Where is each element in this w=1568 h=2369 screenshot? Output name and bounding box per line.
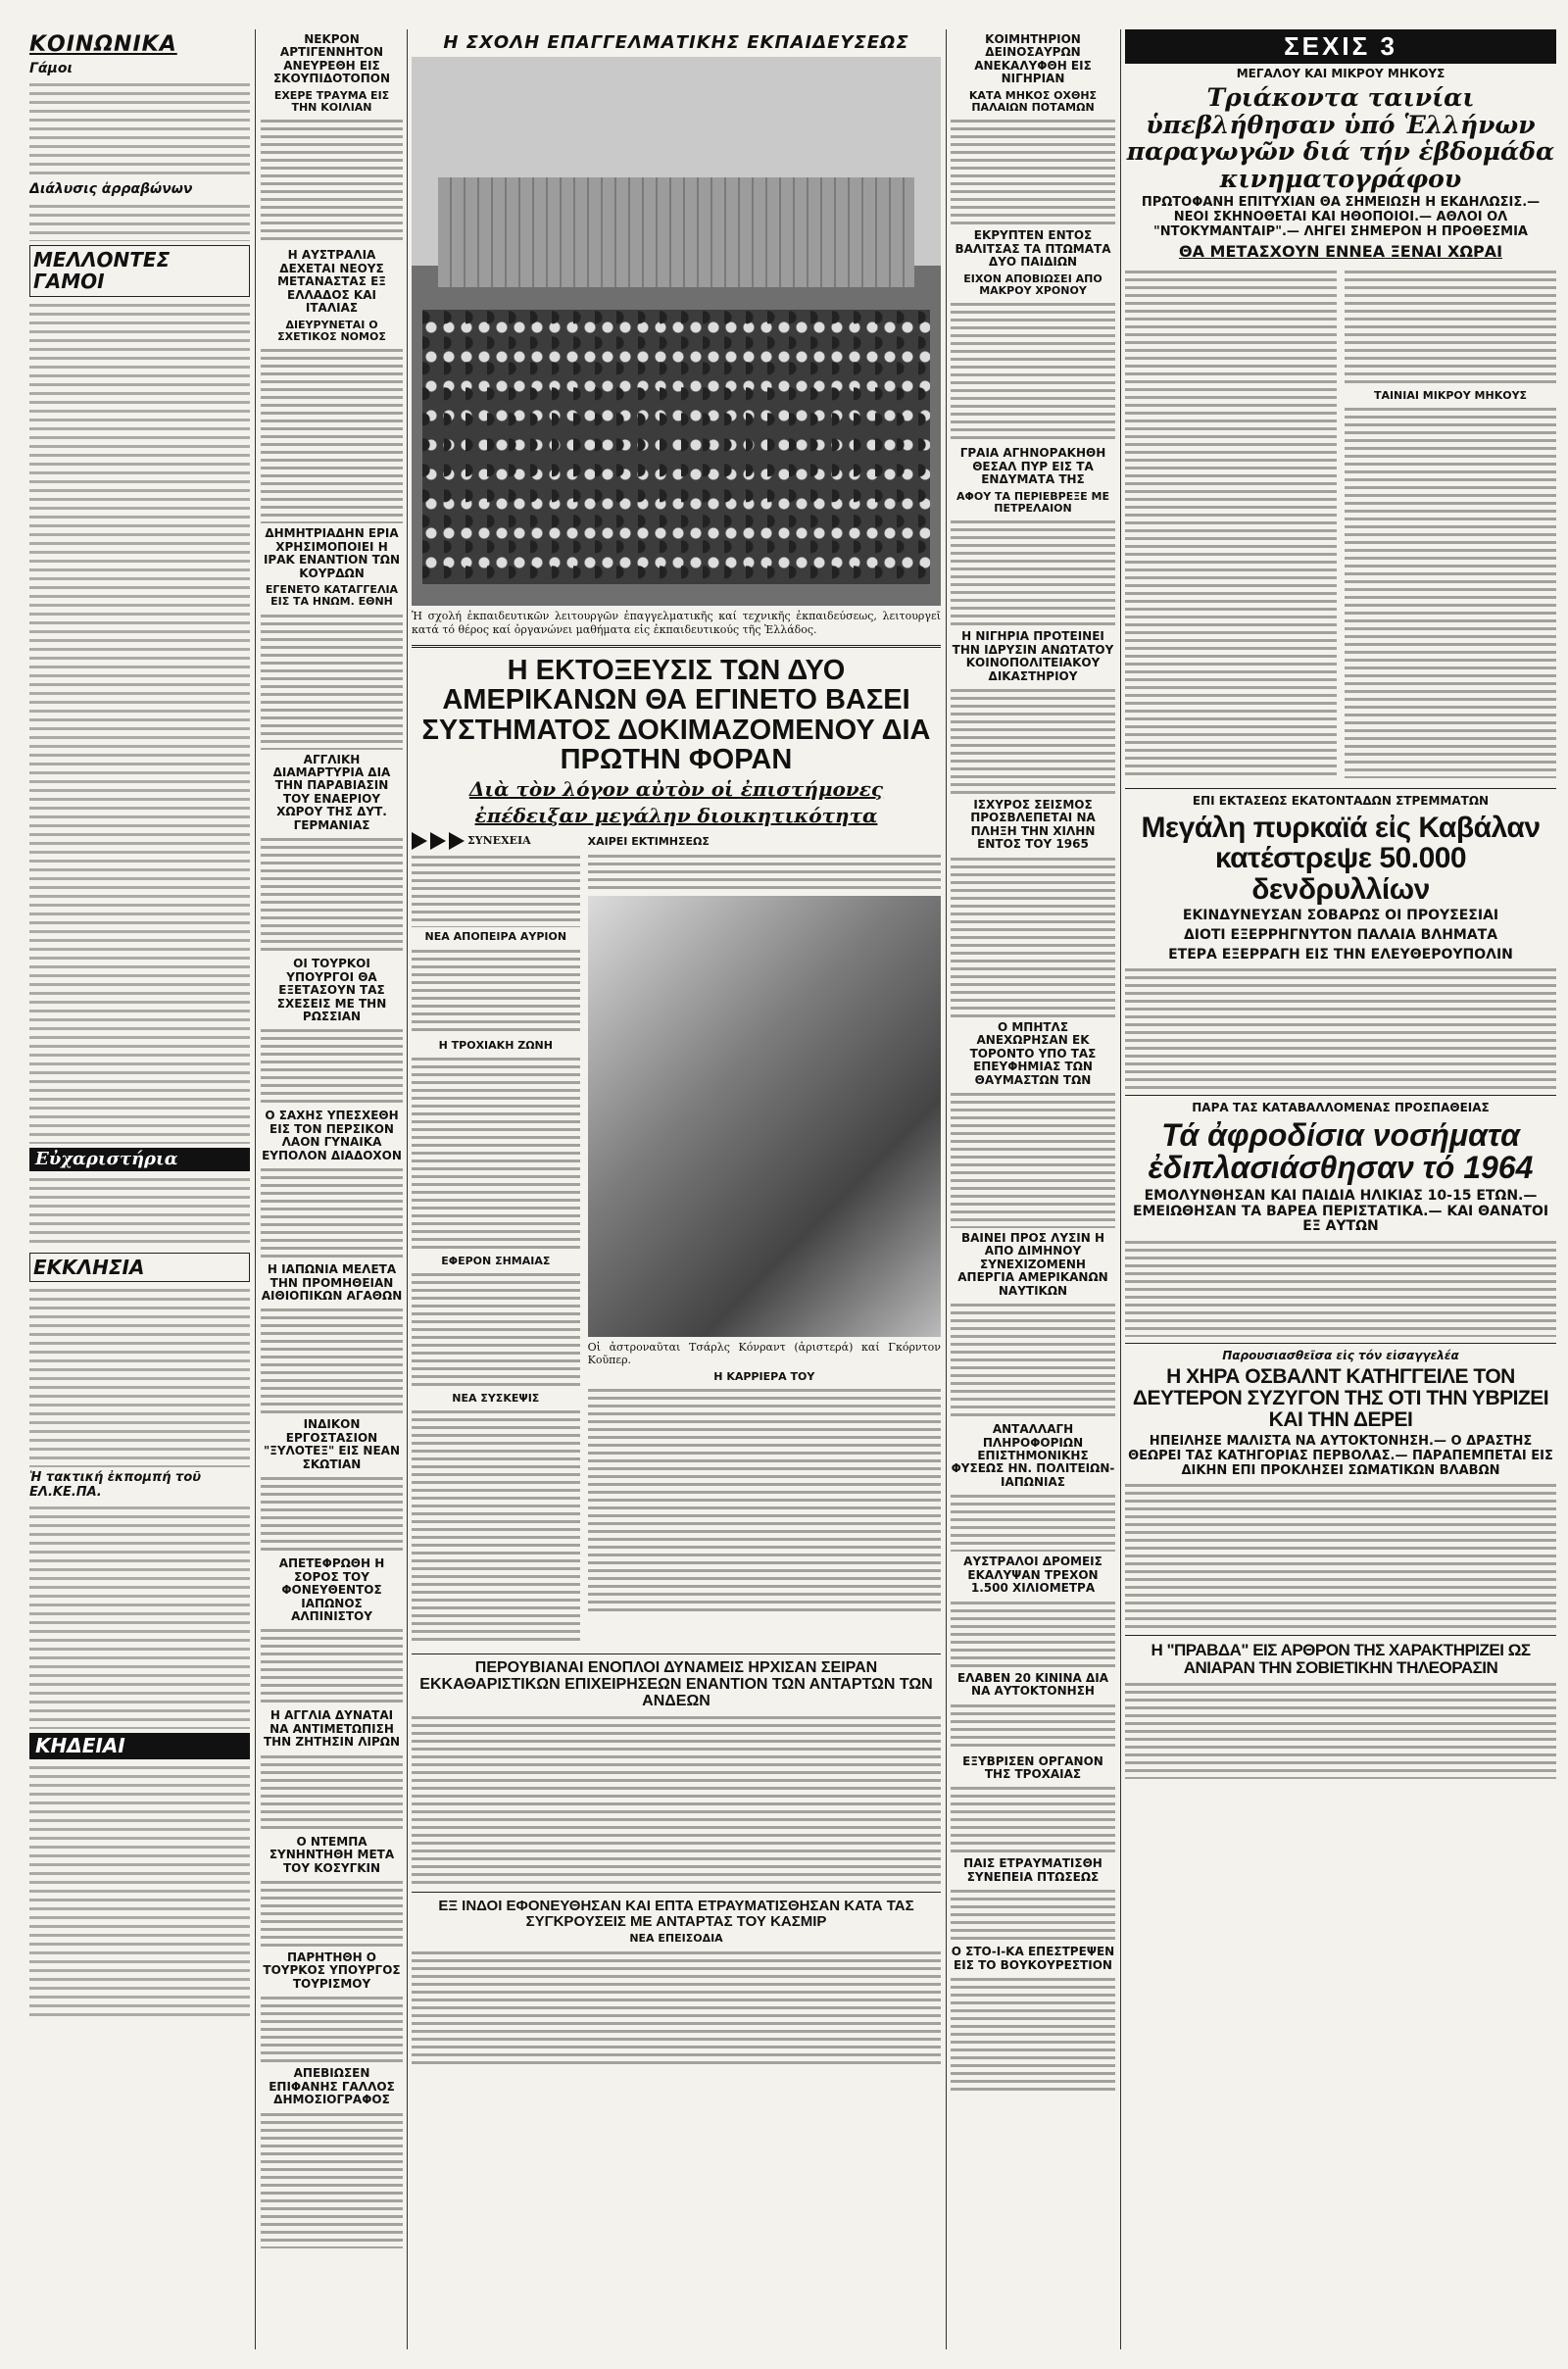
article-body — [1125, 966, 1556, 1089]
kicker: ΕΠΙ ΕΚΤΑΣΕΩΣ ΕΚΑΤΟΝΤΑΔΩΝ ΣΤΡΕΜΜΑΤΩΝ — [1192, 794, 1490, 809]
article-body — [951, 1091, 1115, 1228]
subheadline: ΕΙΧΟΝ ΑΠΟΒΙΩΣΕΙ ΑΠΟ ΜΑΚΡΟΥ ΧΡΟΝΟΥ — [963, 271, 1102, 297]
article-body — [261, 118, 403, 245]
subheadline: ΘΑ ΜΕΤΑΣΧΟΥΝ ΕΝΝΕΑ ΞΕΝΑΙ ΧΩΡΑΙ — [1178, 242, 1503, 262]
headline: ΓΡΑΙΑ ΑΓΗΝΟΡΑΚΗΘΗ ΘΕΣΑΛ ΠΥΡ ΕΙΣ ΤΑ ΕΝΔΥΜΑΤΑ ΤΗΣ — [959, 446, 1106, 487]
section-subhead: ΤΑΙΝΙΑΙ ΜΙΚΡΟΥ ΜΗΚΟΥΣ — [1373, 388, 1528, 402]
column-rule — [1120, 29, 1121, 2349]
section-masthead: ΣΕΧΙΣ 3 — [1125, 29, 1556, 64]
subheadline: ΑΦΟΥ ΤΑ ΠΕΡΙΕΒΡΕΞΕ ΜΕ ΠΕΤΡΕΛΑΙΟΝ — [956, 489, 1109, 515]
article-body — [412, 1271, 580, 1389]
article-body — [951, 1493, 1115, 1552]
article-body — [29, 1175, 250, 1249]
article-body — [1345, 406, 1556, 778]
article-body — [951, 856, 1115, 1017]
section-subhead: ΝΕΑ ΑΠΟΠΕΙΡΑ ΑΥΡΙΟΝ — [424, 930, 567, 944]
article-body — [951, 1976, 1115, 2094]
headline-films: Τριάκοντα ταινίαι ὑπεβλήθησαν ὑπό Ἑλλήνων παραγωγῶν διά τήν ἑβδομάδα κινηματογράφου — [1126, 83, 1555, 193]
section-title-social: ΚΟΙΝΩΝΙΚΑ — [29, 32, 177, 57]
article-body — [29, 301, 250, 1144]
headline: Η ΙΑΠΩΝΙΑ ΜΕΛΕΤΑ ΤΗΝ ΠΡΟΜΗΘΕΙΑΝ ΑΙΘΙΟΠΙΚΩΝ ΑΓΑΘΩΝ — [261, 1262, 403, 1303]
article-body — [261, 1995, 403, 2063]
section-subhead: ΧΑΙΡΕΙ ΕΚΤΙΜΗΣΕΩΣ — [587, 835, 710, 849]
headline: Ο ΜΠΗΤΛΣ ΑΝΕΧΩΡΗΣΑΝ ΕΚ ΤΟΡΟΝΤΟ ΥΠΟ ΤΑΣ ΕΠΕΥΦΗΜΙΑΣ ΤΩΝ ΘΑΥΜΑΣΤΩΝ ΤΩΝ — [969, 1019, 1097, 1087]
article-body — [412, 1714, 941, 1886]
subheadline: ΔΙΟΤΙ ΕΞΕΡΡΗΓΝΥΤΟΝ ΠΑΛΑΙΑ ΒΛΗΜΑΤΑ — [1183, 926, 1498, 943]
headline: ΑΠΕΤΕΦΡΩΘΗ Η ΣΟΡΟΣ ΤΟΥ ΦΟΝΕΥΘΕΝΤΟΣ ΙΑΠΩΝΟΣ ΑΛΠΙΝΙΣΤΟΥ — [278, 1556, 385, 1623]
kicker: Παρουσιασθεῖσα εἰς τόν εἰσαγγελέα — [1222, 1348, 1459, 1362]
subheadline: ΔΙΕΥΡΥΝΕΤΑΙ Ο ΣΧΕΤΙΚΟΣ ΝΟΜΟΣ — [277, 318, 386, 343]
headline: ΟΙ ΤΟΥΡΚΟΙ ΥΠΟΥΡΓΟΙ ΘΑ ΕΞΕΤΑΣΟΥΝ ΤΑΣ ΣΧΕΣΕΙΣ ΜΕ ΤΗΝ ΡΩΣΣΙΑΝ — [276, 957, 387, 1023]
photo-school-group — [412, 57, 941, 606]
section-title-funerals: ΚΗΔΕΙΑΙ — [29, 1733, 250, 1758]
subheadline: ΕΚΙΝΔΥΝΕΥΣΑΝ ΣΟΒΑΡΩΣ ΟΙ ΠΡΟΥΣΕΣΙΑΙ — [1182, 908, 1499, 924]
headline: ΑΥΣΤΡΑΛΟΙ ΔΡΟΜΕΙΣ ΕΚΑΛΥΨΑΝ ΤΡΕΧΟΝ 1.500 ΧΙΛΙΟΜΕΤΡΑ — [963, 1555, 1102, 1596]
article-body — [412, 1056, 580, 1252]
article-body — [29, 202, 250, 241]
article-body — [29, 1504, 250, 1729]
section-title-church: ΕΚΚΛΗΣΙΑ — [29, 1253, 250, 1282]
article-body — [951, 1888, 1115, 1942]
photo-title: Η ΣΧΟΛΗ ΕΠΑΓΓΕΛΜΑΤΙΚΗΣ ΕΚΠΑΙΔΕΥΣΕΩΣ — [443, 32, 909, 53]
article-body — [951, 1703, 1115, 1752]
article-body — [1345, 269, 1556, 386]
headline-peru: ΠΕΡΟΥΒΙΑΝΑΙ ΕΝΟΠΛΟΙ ΔΥΝΑΜΕΙΣ ΗΡΧΙΣΑΝ ΣΕΙΡΑΝ ΕΚΚΑΘΑΡΙΣΤΙΚΩΝ ΕΠΙΧΕΙΡΗΣΕΩΝ ΕΝΑΝΤΙΟΝ ΤΩΝ ΑΝΤΑΡΤΩΝ ΤΩΝ ΑΝΔΕΩΝ — [419, 1659, 933, 1710]
masthead-subtitle: ΜΕΓΑΛΟΥ ΚΑΙ ΜΙΚΡΟΥ ΜΗΚΟΥΣ — [1236, 67, 1446, 80]
photo-caption: Οἱ ἀστροναῦται Τσάρλς Κόνραντ (ἀριστερά) καί Γκόρντον Κοῦπερ. — [587, 1340, 941, 1367]
article-body — [261, 1879, 403, 1948]
article-body — [1125, 1482, 1556, 1629]
column-center — [412, 29, 941, 2349]
headline: ΒΑΙΝΕΙ ΠΡΟΣ ΛΥΣΙΝ Η ΑΠΟ ΔΙΜΗΝΟΥ ΣΥΝΕΧΙΖΟΜΕΝΗ ΑΠΕΡΓΙΑ ΑΜΕΡΙΚΑΝΩΝ ΝΑΥΤΙΚΩΝ — [957, 1230, 1108, 1298]
headline: ΠΑΡΗΤΗΘΗ Ο ΤΟΥΡΚΟΣ ΥΠΟΥΡΓΟΣ ΤΟΥΡΙΣΜΟΥ — [263, 1950, 401, 1991]
headline: ΑΓΓΛΙΚΗ ΔΙΑΜΑΡΤΥΡΙΑ ΔΙΑ ΤΗΝ ΠΑΡΑΒΙΑΣΙΝ ΤΟΥ ΕΝΑΕΡΙΟΥ ΧΩΡΟΥ ΤΗΣ ΔΥΤ. ΓΕΡΜΑΝΙΑΣ — [272, 752, 391, 832]
column-briefs — [261, 29, 403, 2349]
photo-astronauts — [588, 896, 941, 1337]
subheadline: ΗΠΕΙΛΗΣΕ ΜΑΛΙΣΤΑ ΝΑ ΑΥΤΟΚΤΟΝΗΣΗ.— Ο ΔΡΑΣΤΗΣ ΘΕΩΡΕΙ ΤΑΣ ΚΑΤΗΓΟΡΙΑΣ ΠΕΡΒΟΛΑΣ.— ΠΑΡΑΠΕΜΠΕΤΑΙ ΕΙΣ ΔΙΚΗΝ ΕΠΙ ΠΡΟΚΛΗΣΕΙ ΣΩΜΑΤΙΚΩΝ ΒΛΑΒΩΝ — [1128, 1434, 1553, 1478]
section-subhead: Η ΚΑΡΡΙΕΡΑ ΤΟΥ — [713, 1370, 815, 1383]
subheadline: ΚΑΤΑ ΜΗΚΟΣ ΟΧΘΗΣ ΠΑΛΑΙΩΝ ΠΟΤΑΜΩΝ — [968, 88, 1098, 115]
article-body — [261, 1166, 403, 1259]
article-body — [261, 1753, 403, 1832]
headline: Ο ΝΤΕΜΠΑ ΣΥΝΗΝΤΗΘΗ ΜΕΤΑ ΤΟΥ ΚΟΣΥΓΚΙΝ — [269, 1834, 395, 1875]
article-body — [588, 853, 941, 892]
article-body — [951, 687, 1115, 795]
article-body — [412, 1949, 941, 2067]
article-body — [1125, 1239, 1556, 1337]
article-body — [29, 80, 250, 178]
headline: Ο ΣΑΧΗΣ ΥΠΕΣΧΕΘΗ ΕΙΣ ΤΟΝ ΠΕΡΣΙΚΟΝ ΛΑΟΝ ΓΥΝΑΙΚΑ ΕΥΠΟΛΟΝ ΔΙΑΔΟΧΟΝ — [262, 1109, 402, 1162]
photo-caption: Ἡ σχολή ἐκπαιδευτικῶν λειτουργῶν ἐπαγγελματικῆς καί τεχνικῆς ἐκπαιδεύσεως, λειτουργεῖ κατά τό θέρος καί ὀργανώνει μαθήματα εἰς ἐκπαιδευτικούς τῆς Ἑλλάδος. — [412, 610, 941, 636]
subheadline: ΕΓΕΝΕΤΟ ΚΑΤΑΓΓΕΛΙΑ ΕΙΣ ΤΑ ΗΝΩΜ. ΕΘΝΗ — [265, 582, 399, 609]
headline-kashmir: ΕΞ ΙΝΔΟΙ ΕΦΟΝΕΥΘΗΣΑΝ ΚΑΙ ΕΠΤΑ ΕΤΡΑΥΜΑΤΙΣΘΗΣΑΝ ΚΑΤΑ ΤΑΣ ΣΥΓΚΡΟΥΣΕΙΣ ΜΕ ΑΝΤΑΡΤΑΣ ΤΟΥ ΚΑΣΜΙΡ — [438, 1897, 914, 1930]
article-body — [1125, 1681, 1556, 1779]
headline: Η ΑΥΣΤΡΑΛΙΑ ΔΕΧΕΤΑΙ ΝΕΟΥΣ ΜΕΤΑΝΑΣΤΑΣ ΕΞ ΕΛΛΑΔΟΣ ΚΑΙ ΙΤΑΛΙΑΣ — [277, 248, 386, 316]
lead-marker: ΣΥΝΕΧΕΙΑ — [412, 832, 580, 850]
subheadline: ΕΜΟΛΥΝΘΗΣΑΝ ΚΑΙ ΠΑΙΔΙΑ ΗΛΙΚΙΑΣ 10-15 ΕΤΩΝ.— ΕΜΕΙΩΘΗΣΑΝ ΤΑ ΒΑΡΕΑ ΠΕΡΙΣΤΑΤΙΚΑ.— ΚΑΙ ΘΑΝΑΤΟΙ ΕΞ ΑΥΤΩΝ — [1132, 1187, 1549, 1235]
headline: ΕΞΥΒΡΙΣΕΝ ΟΡΓΑΝΟΝ ΤΗΣ ΤΡΟΧΑΙΑΣ — [962, 1753, 1103, 1781]
headline: ΑΠΕΒΙΩΣΕΝ ΕΠΙΦΑΝΗΣ ΓΑΛΛΟΣ ΔΗΜΟΣΙΟΓΡΑΦΟΣ — [269, 2066, 395, 2107]
article-body — [412, 854, 580, 927]
headline: ΑΝΤΑΛΛΑΓΗ ΠΛΗΡΟΦΟΡΙΩΝ ΕΠΙΣΤΗΜΟΝΙΚΗΣ ΦΥΣΕΩΣ ΗΝ. ΠΟΛΙΤΕΙΩΝ-ΙΑΠΩΝΙΑΣ — [951, 1422, 1115, 1489]
headline: ΙΣΧΥΡΟΣ ΣΕΙΣΜΟΣ ΠΡΟΣΒΛΕΠΕΤΑΙ ΝΑ ΠΛΗΞΗ ΤΗΝ ΧΙΛΗΝ ΕΝΤΟΣ ΤΟΥ 1965 — [970, 798, 1096, 852]
section-subhead: ΝΕΑ ΕΠΕΙΣΟΔΙΑ — [629, 1932, 723, 1946]
subhead-broadcast: Ἡ τακτική ἐκπομπή τοῦ ΕΛ.ΚΕ.ΠΑ. — [29, 1470, 202, 1500]
article-body — [951, 1302, 1115, 1419]
article-body — [261, 2111, 403, 2248]
column-social — [29, 29, 250, 2349]
headline: ΔΗΜΗΤΡΙΑΔΗΝ ΕΡΙΑ ΧΡΗΣΙΜΟΠΟΙΕΙ Η ΙΡΑΚ ΕΝΑΝΤΙΟΝ ΤΩΝ ΚΟΥΡΔΩΝ — [263, 526, 401, 580]
headline-fire: Μεγάλη πυρκαϊά εἰς Καβάλαν κατέστρεψε 50.000 δενδρυλλίων — [1141, 811, 1541, 906]
article-body — [261, 347, 403, 523]
headline: ΕΛΑΒΕΝ 20 ΚΙΝΙΝΑ ΔΙΑ ΝΑ ΑΥΤΟΚΤΟΝΗΣΗ — [956, 1670, 1109, 1699]
column-cinema — [1125, 29, 1556, 2349]
headline: ΝΕΚΡΟΝ ΑΡΤΙΓΕΝΝΗΤΟΝ ΑΝΕΥΡΕΘΗ ΕΙΣ ΣΚΟΥΠΙΔΟΤΟΠΟΝ — [272, 32, 391, 86]
article-body — [29, 1763, 250, 2018]
headline: ΠΑΙΣ ΕΤΡΑΥΜΑΤΙΣΘΗ ΣΥΝΕΠΕΙΑ ΠΤΩΣΕΩΣ — [963, 1856, 1102, 1884]
article-body — [588, 1387, 941, 1612]
kicker: ΠΑΡΑ ΤΑΣ ΚΑΤΑΒΑΛΛΟΜΕΝΑΣ ΠΡΟΣΠΑΘΕΙΑΣ — [1192, 1101, 1490, 1115]
subhead-weddings: Γάμοι — [29, 60, 73, 76]
headline: Η ΝΙΓΗΡΙΑ ΠΡΟΤΕΙΝΕΙ ΤΗΝ ΙΔΡΥΣΙΝ ΑΝΩΤΑΤΟΥ ΚΟΙΝΟΠΟΛΙΤΕΙΑΚΟΥ ΔΙΚΑΣΤΗΡΙΟΥ — [952, 629, 1114, 683]
subheadline: ΠΡΩΤΟΦΑΝΗ ΕΠΙΤΥΧΙΑΝ ΘΑ ΣΗΜΕΙΩΣΗ Η ΕΚΔΗΛΩΣΙΣ.— ΝΕΟΙ ΣΚΗΝΟΘΕΤΑΙ ΚΑΙ ΗΘΟΠΟΙΟΙ.— ΑΘΛΟΙ ΟΛ "ΝΤΟΚΥΜΑΝΤΑΙΡ".— ΛΗΓΕΙ ΣΗΜΕΡΟΝ Η ΠΡΟΘΕΣΜΙΑ — [1141, 195, 1541, 239]
section-subhead: ΕΦΕΡΟΝ ΣΗΜΑΙΑΣ — [441, 1254, 551, 1267]
column-briefs-2 — [951, 29, 1115, 2349]
headline: Η ΑΓΓΛΙΑ ΔΥΝΑΤΑΙ ΝΑ ΑΝΤΙΜΕΤΩΠΙΣΗ ΤΗΝ ΖΗΤΗΣΙΝ ΛΙΡΩΝ — [263, 1708, 401, 1750]
headline-widow: Η ΧΗΡΑ ΟΣΒΑΛΝΤ ΚΑΤΗΓΓΕΙΛΕ ΤΟΝ ΔΕΥΤΕΡΟΝ ΣΥΖΥΓΟΝ ΤΗΣ ΟΤΙ ΤΗΝ ΥΒΡΙΖΕΙ ΚΑΙ ΤΗΝ ΔΕΡΕΙ — [1132, 1365, 1549, 1432]
article-body — [951, 118, 1115, 225]
article-body — [951, 518, 1115, 626]
article-body — [1125, 269, 1337, 778]
headline-venereal: Τά ἀφροδίσια νοσήματα ἐδιπλασιάσθησαν τό 1964 — [1148, 1116, 1534, 1186]
headline: ΕΚΡΥΠΤΕΝ ΕΝΤΟΣ ΒΑΛΙΤΣΑΣ ΤΑ ΠΤΩΜΑΤΑ ΔΥΟ ΠΑΙΔΙΩΝ — [955, 228, 1111, 270]
main-headline: Η ΕΚΤΟΞΕΥΣΙΣ ΤΩΝ ΔΥΟ ΑΜΕΡΙΚΑΝΩΝ ΘΑ ΕΓΙΝΕΤΟ ΒΑΣΕΙ ΣΥΣΤΗΜΑΤΟΣ ΔΟΚΙΜΑΖΟΜΕΝΟΥ ΔΙΑ ΠΡΩΤΗΝ ΦΟΡΑΝ — [421, 654, 931, 775]
article-body — [29, 1286, 250, 1467]
article-body — [412, 1408, 580, 1644]
headline-pravda: Η "ΠΡΑΒΔΑ" ΕΙΣ ΑΡΘΡΟΝ ΤΗΣ ΧΑΡΑΚΤΗΡΙΖΕΙ ΩΣ ΑΝΙΑΡΑΝ ΤΗΝ ΣΟΒΙΕΤΙΚΗΝ ΤΗΛΕΟΡΑΣΙΝ — [1151, 1641, 1531, 1677]
article-body — [261, 1475, 403, 1554]
article-body — [261, 1027, 403, 1106]
section-subhead: ΝΕΑ ΣΥΣΚΕΨΙΣ — [452, 1392, 540, 1406]
main-subhead: ἐπέδειξαν μεγάλην διοικητικότητα — [474, 803, 878, 827]
column-rule — [255, 29, 256, 2349]
headline: ΙΝΔΙΚΟΝ ΕΡΓΟΣΤΑΣΙΟΝ "ΞΥΛΟΤΕΞ" ΕΙΣ ΝΕΑΝ ΣΚΩΤΙΑΝ — [263, 1417, 400, 1471]
subheadline: ΕΤΕΡΑ ΕΞΕΡΡΑΓΗ ΕΙΣ ΤΗΝ ΕΛΕΥΘΕΡΟΥΠΟΛΙΝ — [1168, 946, 1513, 962]
article-body — [261, 613, 403, 750]
subheadline: ΕΧΕΡΕ ΤΡΑΥΜΑ ΕΙΣ ΤΗΝ ΚΟΙΛΙΑΝ — [273, 88, 390, 115]
article-body — [951, 301, 1115, 443]
article-body — [951, 1785, 1115, 1853]
headline: Ο ΣΤΟ-Ι-ΚΑ ΕΠΕΣΤΡΕΨΕΝ ΕΙΣ ΤΟ ΒΟΥΚΟΥΡΕΣΤΙΟΝ — [951, 1945, 1115, 1972]
article-body — [261, 1307, 403, 1414]
section-title-thanks: Εὐχαριστήρια — [29, 1148, 250, 1171]
subhead-engagement: Διάλυσις ἀρραβώνων — [29, 181, 193, 198]
section-title-future-weddings: ΜΕΛΛΟΝΤΕΣ ΓΑΜΟΙ — [29, 245, 250, 297]
article-body — [261, 1627, 403, 1705]
article-body — [261, 836, 403, 954]
column-rule — [946, 29, 947, 2349]
article-body — [951, 1600, 1115, 1668]
column-rule — [407, 29, 408, 2349]
section-subhead: Η ΤΡΟΧΙΑΚΗ ΖΩΝΗ — [438, 1038, 553, 1052]
headline: ΚΟΙΜΗΤΗΡΙΟΝ ΔΕΙΝΟΣΑΥΡΩΝ ΑΝΕΚΑΛΥΦΘΗ ΕΙΣ ΝΙΓΗΡΙΑΝ — [974, 32, 1092, 86]
main-subhead: Διὰ τὸν λόγον αὐτὸν οἱ ἐπιστήμονες — [468, 777, 884, 802]
article-body — [412, 948, 580, 1036]
